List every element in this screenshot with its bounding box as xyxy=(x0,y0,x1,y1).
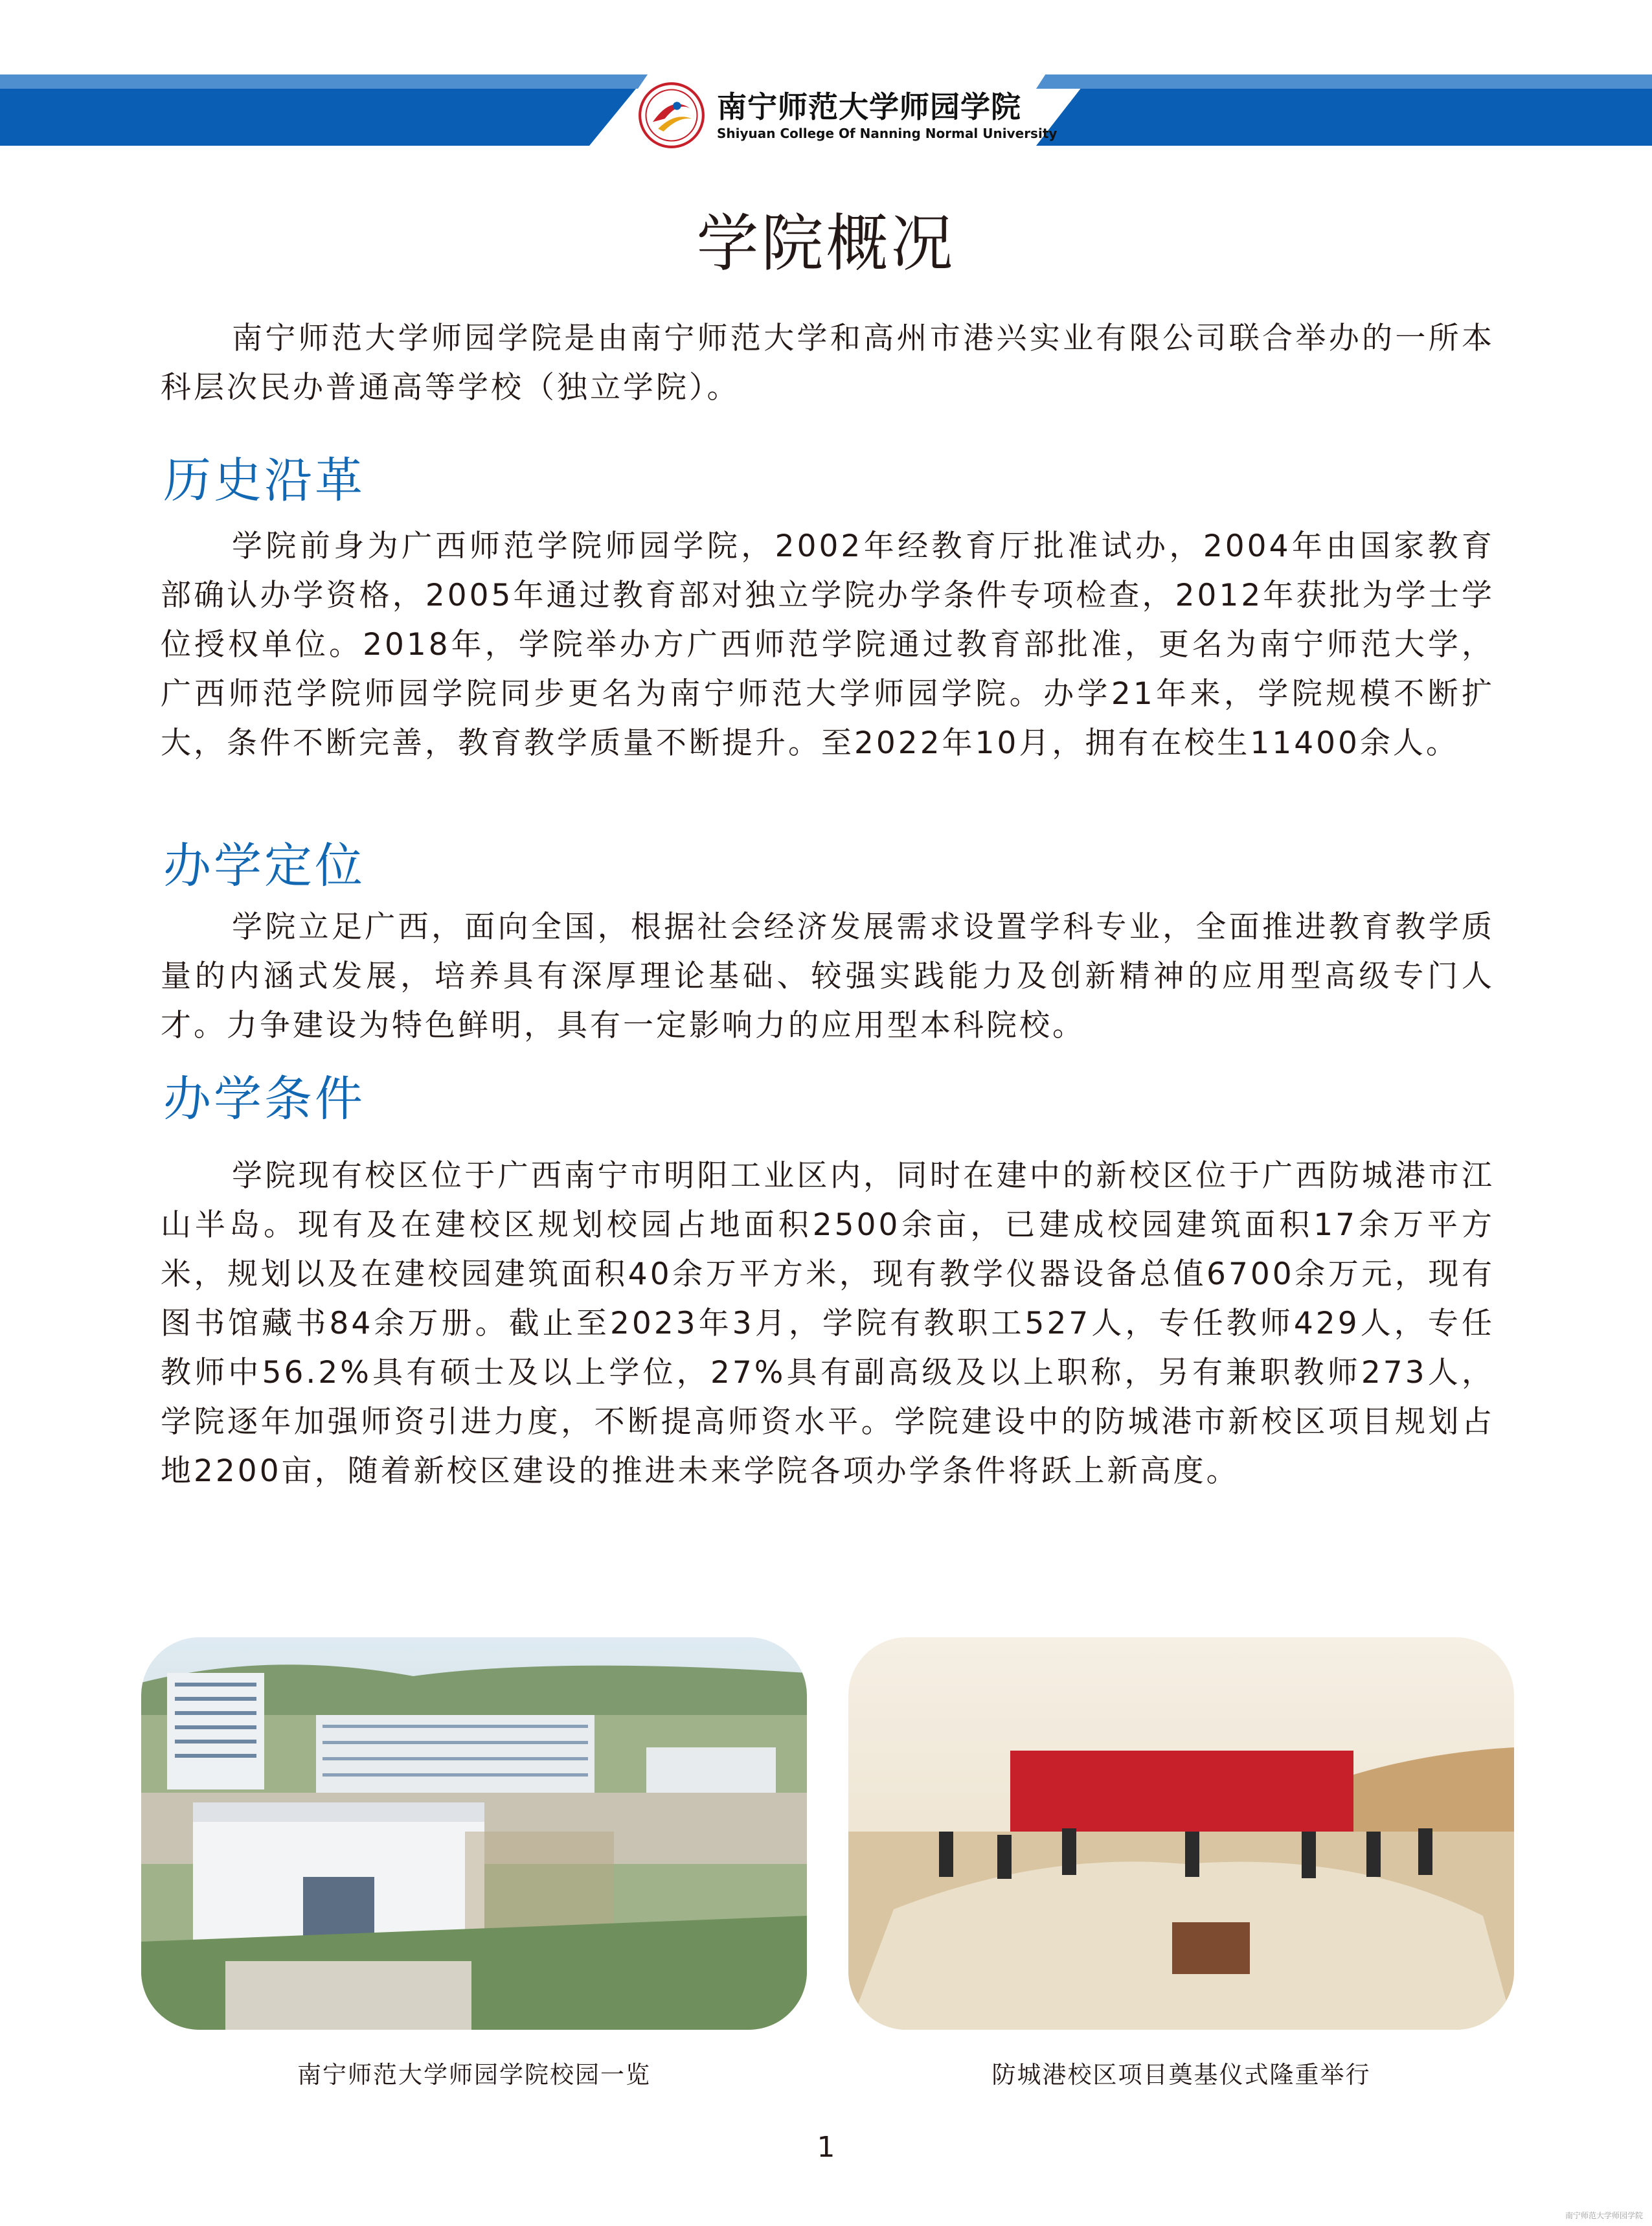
corner-watermark: 南宁师范大学师园学院 xyxy=(1565,2211,1643,2220)
header-band-right-highlight xyxy=(1036,74,1652,89)
section-heading-positioning: 办学定位 xyxy=(163,838,365,894)
intro-paragraph: 南宁师范大学师园学院是由南宁师范大学和高州市港兴实业有限公司联合举办的一所本科层次民办普通高等学校（独立学院）。 xyxy=(161,321,1495,405)
school-logo xyxy=(638,76,1058,154)
section-body-history: 学院前身为广西师范学院师园学院，2002年经教育厅批准试办，2004年由国家教育部确认办学资格，2005年通过教育部对独立学院办学条件专项检查，2012年获批为学士学位授权单位。2018年，学院举办方广西师范学院通过教育部批准，更名为南宁师范大学，广西师范学院师园学院同步更名为南宁师范大学师园学院。办学21年来，学院规模不断扩大，条件不断完善，教育教学质量不断提升。至2022年10月，拥有在校生11400余人。 xyxy=(161,528,1495,761)
section-body-positioning: 学院立足广西，面向全国，根据社会经济发展需求设置学科专业，全面推进教育教学质量的内涵式发展，培养具有深厚理论基础、较强实践能力及创新精神的应用型高级专门人才。力争建设为特色鲜明，具有一定影响力的应用型本科院校。 xyxy=(161,909,1495,1043)
photo-caption-groundbreaking: 防城港校区项目奠基仪式隆重举行 xyxy=(991,2061,1371,2089)
photo-caption-campus: 南宁师范大学师园学院校园一览 xyxy=(297,2061,651,2089)
section-heading-conditions: 办学条件 xyxy=(163,1071,365,1127)
school-name-en: Shiyuan College Of Nanning Normal University xyxy=(717,126,1058,141)
page-title: 学院概况 xyxy=(696,207,956,280)
section-body-conditions: 学院现有校区位于广西南宁市明阳工业区内，同时在建中的新校区位于广西防城港市江山半岛。现有及在建校区规划校园占地面积2500余亩，已建成校园建筑面积17余万平方米，规划以及在建校园建筑面积40余万平方米，现有教学仪器设备总值6700余万元，现有图书馆藏书84余万册。截止至2023年3月，学院有教职工527人，专任教师429人，专任教师中56.2%具有硕士及以上学位，27%具有副高级及以上职称，另有兼职教师273人，学院逐年加强师资引进力度，不断提高师资水平。学院建设中的防城港市新校区项目规划占地2200亩，随着新校区建设的推进未来学院各项办学条件将跃上新高度。 xyxy=(161,1158,1495,1489)
campus-aerial-photo xyxy=(141,1637,807,2030)
groundbreaking-photo xyxy=(848,1637,1514,2030)
school-name-cn: 南宁师范大学师园学院 xyxy=(717,89,1021,124)
section-heading-history: 历史沿革 xyxy=(163,453,365,508)
header-band-left-highlight xyxy=(0,74,648,89)
school-seal-icon xyxy=(638,82,705,149)
page-number: 1 xyxy=(817,2131,835,2164)
